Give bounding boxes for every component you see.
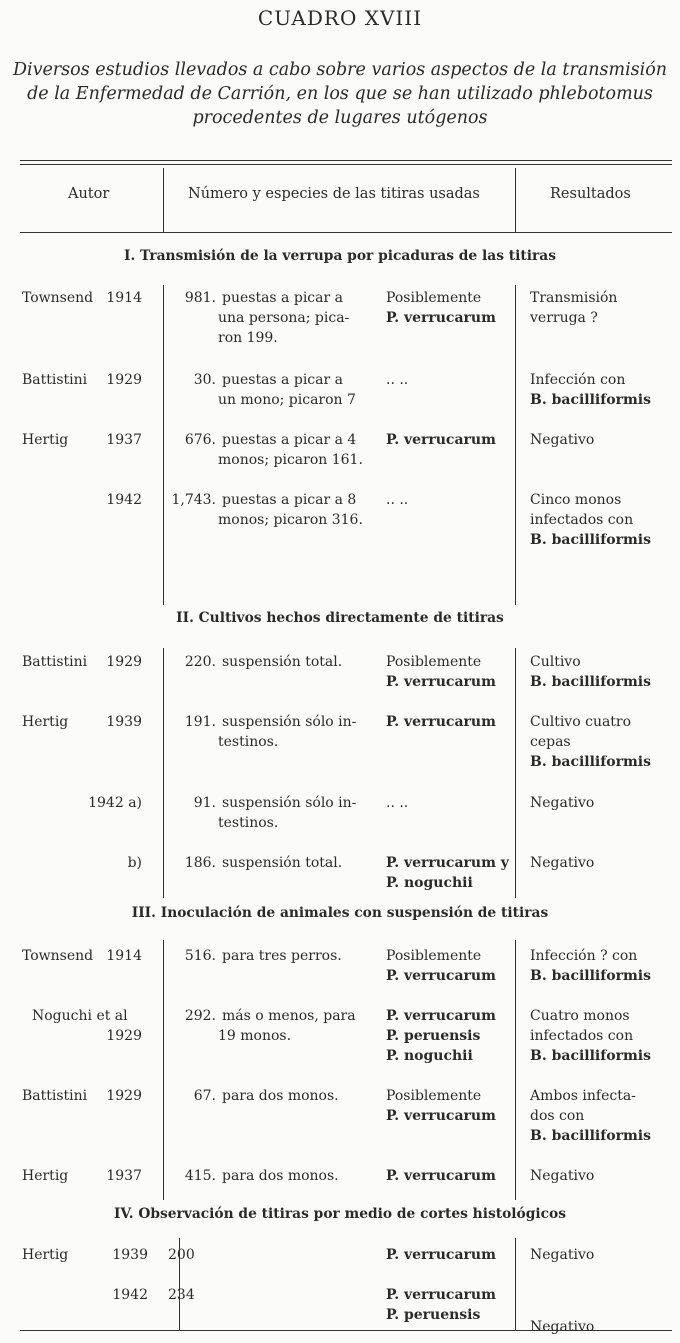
year: 1942 (106, 492, 142, 508)
caption-line: Diversos estudios llevados a cabo sobre varios aspectos de la transmisión (12, 60, 668, 80)
result-line: Negativo (530, 432, 595, 448)
species-line: .. .. (386, 795, 409, 811)
column-divider (163, 648, 164, 898)
description-line: un mono; picaron 7 (218, 392, 356, 408)
species-line: P. peruensis (386, 1028, 481, 1044)
species-line: .. .. (386, 372, 409, 388)
specimen-count: 415. (184, 1168, 216, 1184)
species-line: P. verrucarum (386, 1287, 496, 1303)
author-name: Townsend (22, 290, 94, 306)
column-divider (515, 1238, 516, 1330)
result-line: Negativo (530, 795, 595, 811)
description-line: ron 199. (218, 330, 278, 346)
result-line: infectados con (530, 512, 634, 528)
result-line: Ambos infecta- (530, 1088, 636, 1104)
description-line: puestas a picar a (222, 372, 343, 388)
specimen-count: 91. (193, 795, 216, 811)
description-line: puestas a picar a 4 (222, 432, 357, 448)
column-divider (163, 168, 164, 232)
year: 1939 (106, 714, 142, 730)
result-line: verruga ? (530, 310, 598, 326)
species-line: P. noguchii (386, 875, 473, 891)
result-line: B. bacilliformis (530, 532, 651, 548)
species-line: P. verrucarum y (386, 855, 509, 871)
author-name: Townsend (22, 948, 94, 964)
specimen-count: 1,743. (171, 492, 216, 508)
top-rule (20, 160, 672, 161)
description-line: puestas a picar a 8 (222, 492, 357, 508)
header-autor: Autor (68, 186, 110, 202)
result-line: Transmisión (530, 290, 618, 306)
description-line: para dos monos. (222, 1168, 339, 1184)
header-rule (20, 232, 672, 233)
description-line: suspensión total. (222, 855, 343, 871)
species-line: P. verrucarum (386, 1008, 496, 1024)
result-line: Negativo (530, 1168, 595, 1184)
species-line: Posiblemente (386, 1088, 482, 1104)
result-line: B. bacilliformis (530, 1128, 651, 1144)
year: 1929 (106, 1028, 142, 1044)
species-line: Posiblemente (386, 290, 482, 306)
specimen-count: 186. (184, 855, 216, 871)
species-line: P. verrucarum (386, 1108, 496, 1124)
author-name: Battistini (22, 372, 88, 388)
description-line: monos; picaron 316. (218, 512, 363, 528)
species-line: P. verrucarum (386, 1247, 496, 1263)
specimen-count: 200 (168, 1247, 195, 1263)
result-line: Cultivo cuatro (530, 714, 632, 730)
year: 1914 (106, 290, 142, 306)
author-name: Hertig (22, 1168, 69, 1184)
section-heading: IV. Observación de titiras por medio de cortes histológicos (113, 1206, 567, 1222)
section-heading: I. Transmisión de la verrupa por picaduras de las titiras (124, 248, 556, 264)
result-line: dos con (530, 1108, 585, 1124)
result-line: B. bacilliformis (530, 392, 651, 408)
author-name: Battistini (22, 654, 88, 670)
year: 1929 (106, 372, 142, 388)
species-line: Posiblemente (386, 654, 482, 670)
specimen-count: 676. (184, 432, 216, 448)
description-line: testinos. (218, 734, 279, 750)
description-line: suspensión sólo in- (222, 795, 357, 811)
result-line: Cultivo (530, 654, 581, 670)
column-divider (515, 648, 516, 898)
table-title: CUADRO XVIII (257, 6, 423, 30)
description-line: suspensión total. (222, 654, 343, 670)
species-line: P. verrucarum (386, 432, 496, 448)
species-line: P. peruensis (386, 1307, 481, 1323)
specimen-count: 67. (193, 1088, 216, 1104)
result-line: B. bacilliformis (530, 754, 651, 770)
description-line: 19 monos. (218, 1028, 292, 1044)
caption-line: procedentes de lugares utógenos (192, 108, 488, 128)
description-line: monos; picaron 161. (218, 452, 363, 468)
year: 1914 (106, 948, 142, 964)
author-name: Hertig (22, 714, 69, 730)
specimen-count: 220. (184, 654, 216, 670)
result-line: Cinco monos (530, 492, 622, 508)
specimen-count: 191. (184, 714, 216, 730)
specimen-count: 292. (184, 1008, 216, 1024)
column-divider (515, 940, 516, 1200)
description-line: una persona; pica- (218, 310, 350, 326)
result-line: Negativo (530, 855, 595, 871)
result-line: cepas (530, 734, 571, 750)
result-line: infectados con (530, 1028, 634, 1044)
result-line: B. bacilliformis (530, 674, 651, 690)
description-line: para tres perros. (222, 948, 342, 964)
species-line: P. verrucarum (386, 968, 496, 984)
species-line: P. verrucarum (386, 714, 496, 730)
header-resultados: Resultados (550, 186, 631, 202)
year: b) (127, 855, 142, 871)
section-heading: II. Cultivos hechos directamente de titiras (176, 610, 504, 626)
author-name: Noguchi et al (32, 1008, 128, 1024)
column-divider (163, 285, 164, 605)
section-heading: III. Inoculación de animales con suspensión de titiras (131, 905, 549, 921)
description-line: testinos. (218, 815, 279, 831)
header-numero: Número y especies de las titiras usadas (188, 186, 480, 202)
species-line: P. verrucarum (386, 674, 496, 690)
year: 1937 (106, 1168, 142, 1184)
year: 1929 (106, 1088, 142, 1104)
description-line: suspensión sólo in- (222, 714, 357, 730)
result-line: Negativo (530, 1247, 595, 1263)
author-name: Battistini (22, 1088, 88, 1104)
author-name: Hertig (22, 1247, 69, 1263)
year: 1929 (106, 654, 142, 670)
result-line: B. bacilliformis (530, 1048, 651, 1064)
description-line: más o menos, para (222, 1008, 356, 1024)
specimen-count: 30. (193, 372, 216, 388)
specimen-count: 981. (184, 290, 216, 306)
column-divider (163, 940, 164, 1200)
column-divider (515, 285, 516, 605)
result-line: Infección ? con (530, 948, 638, 964)
description-line: para dos monos. (222, 1088, 339, 1104)
species-line: Posiblemente (386, 948, 482, 964)
caption-line: de la Enfermedad de Carrión, en los que se han utilizado phlebotomus (27, 84, 653, 104)
column-divider (515, 168, 516, 232)
result-line: Cuatro monos (530, 1008, 630, 1024)
top-rule-double (20, 164, 672, 165)
species-line: P. noguchii (386, 1048, 473, 1064)
species-line: P. verrucarum (386, 310, 496, 326)
specimen-count: 234 (168, 1287, 195, 1303)
species-line: .. .. (386, 492, 409, 508)
result-line: B. bacilliformis (530, 968, 651, 984)
year: 1942 (112, 1287, 148, 1303)
year: 1939 (112, 1247, 148, 1263)
author-name: Hertig (22, 432, 69, 448)
species-line: P. verrucarum (386, 1168, 496, 1184)
year: 1942 a) (88, 795, 142, 811)
description-line: puestas a picar a (222, 290, 343, 306)
result-line: Negativo (530, 1319, 595, 1335)
result-line: Infección con (530, 372, 626, 388)
year: 1937 (106, 432, 142, 448)
specimen-count: 516. (184, 948, 216, 964)
